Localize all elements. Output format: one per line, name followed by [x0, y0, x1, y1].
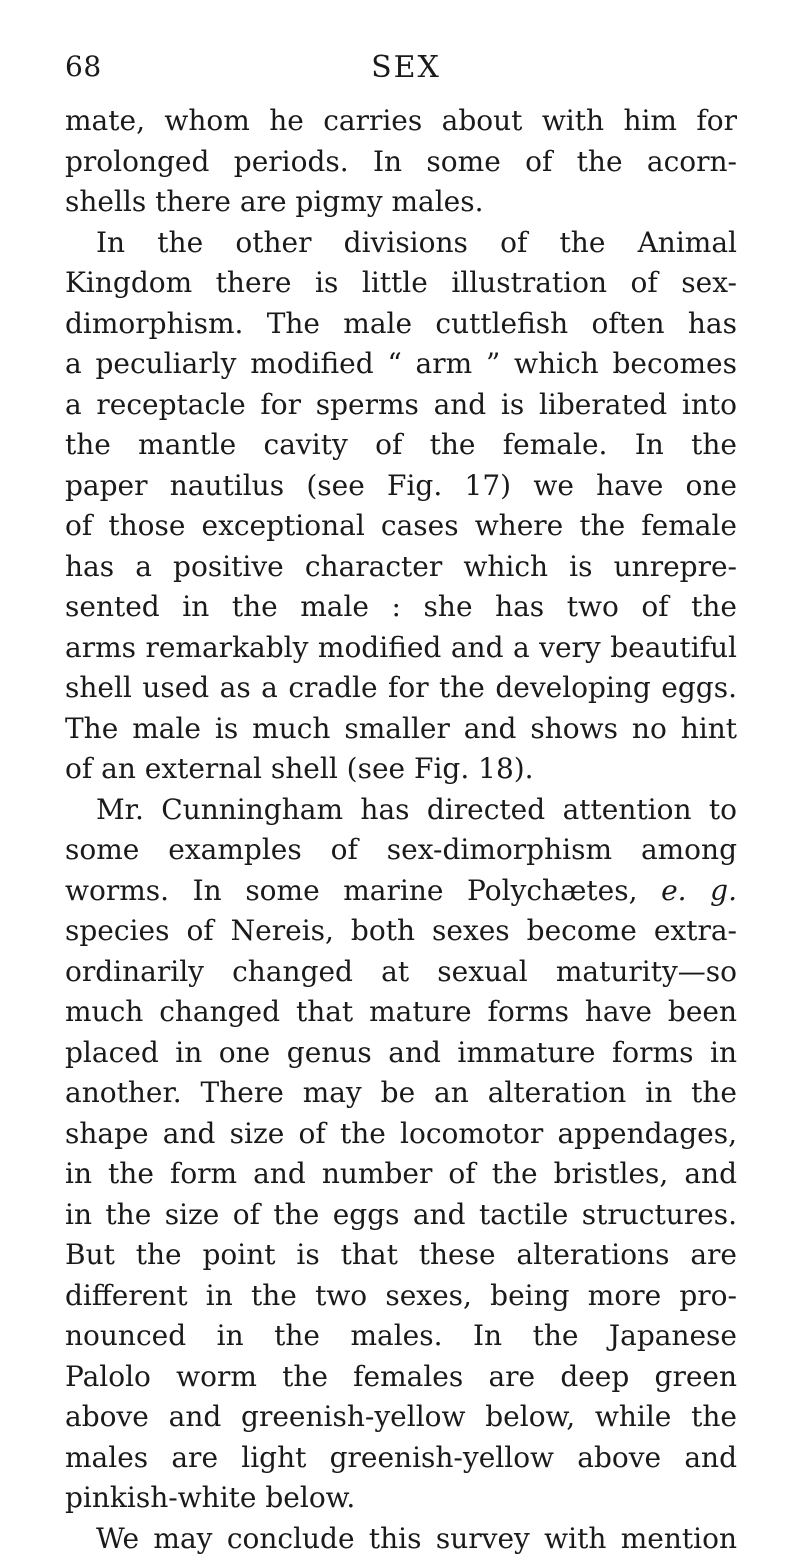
page-number: 68: [65, 50, 102, 83]
text-line: shells there are pigmy males.: [65, 182, 737, 223]
text-line: of those exceptional cases where the female: [65, 506, 737, 547]
text-line: ordinarily changed at sexual maturity—so: [65, 952, 737, 993]
text-line: has a positive character which is unrepre-: [65, 547, 737, 588]
text-line: Palolo worm the females are deep green: [65, 1357, 737, 1398]
text-line: The male is much smaller and shows no hint: [65, 709, 737, 750]
text-line: shape and size of the locomotor appendages,: [65, 1114, 737, 1155]
running-head: [65, 50, 737, 90]
text-line: males are light greenish-yellow above and: [65, 1438, 737, 1479]
text-line: some examples of sex-dimorphism among: [65, 830, 737, 871]
text-line: a receptacle for sperms and is liberated into: [65, 385, 737, 426]
text-line: Mr. Cunningham has directed attention to: [65, 790, 737, 831]
text-line: species of Nereis, both sexes become extra-: [65, 911, 737, 952]
body-text: [65, 101, 737, 1559]
text-line: in the form and number of the bristles, and: [65, 1154, 737, 1195]
text-line: But the point is that these alterations are: [65, 1235, 737, 1276]
text-line: We may conclude this survey with mention: [65, 1519, 737, 1559]
text-line: in the size of the eggs and tactile structures.: [65, 1195, 737, 1236]
text-line: prolonged periods. In some of the acorn-: [65, 142, 737, 183]
text-line: shell used as a cradle for the developing eggs.: [65, 668, 737, 709]
text-line: of an external shell (see Fig. 18).: [65, 749, 737, 790]
text-line: much changed that mature forms have been: [65, 992, 737, 1033]
text-line: dimorphism. The male cuttlefish often has: [65, 304, 737, 345]
running-title: SEX: [65, 50, 737, 85]
text-line: paper nautilus (see Fig. 17) we have one: [65, 466, 737, 507]
text-line: a peculiarly modified “ arm ” which becomes: [65, 344, 737, 385]
text-line: sented in the male : she has two of the: [65, 587, 737, 628]
text-line: In the other divisions of the Animal: [65, 223, 737, 264]
text-line: mate, whom he carries about with him for: [65, 101, 737, 142]
text-line: nounced in the males. In the Japanese: [65, 1316, 737, 1357]
text-line: placed in one genus and immature forms in: [65, 1033, 737, 1074]
text-line: above and greenish-yellow below, while the: [65, 1397, 737, 1438]
text-line: the mantle cavity of the female. In the: [65, 425, 737, 466]
text-line: different in the two sexes, being more pro-: [65, 1276, 737, 1317]
text-line: another. There may be an alteration in the: [65, 1073, 737, 1114]
text-line: arms remarkably modified and a very beautiful: [65, 628, 737, 669]
text-line: worms. In some marine Polychætes, e. g.: [65, 871, 737, 912]
text-line: pinkish-white below.: [65, 1478, 737, 1519]
text-line: Kingdom there is little illustration of sex-: [65, 263, 737, 304]
